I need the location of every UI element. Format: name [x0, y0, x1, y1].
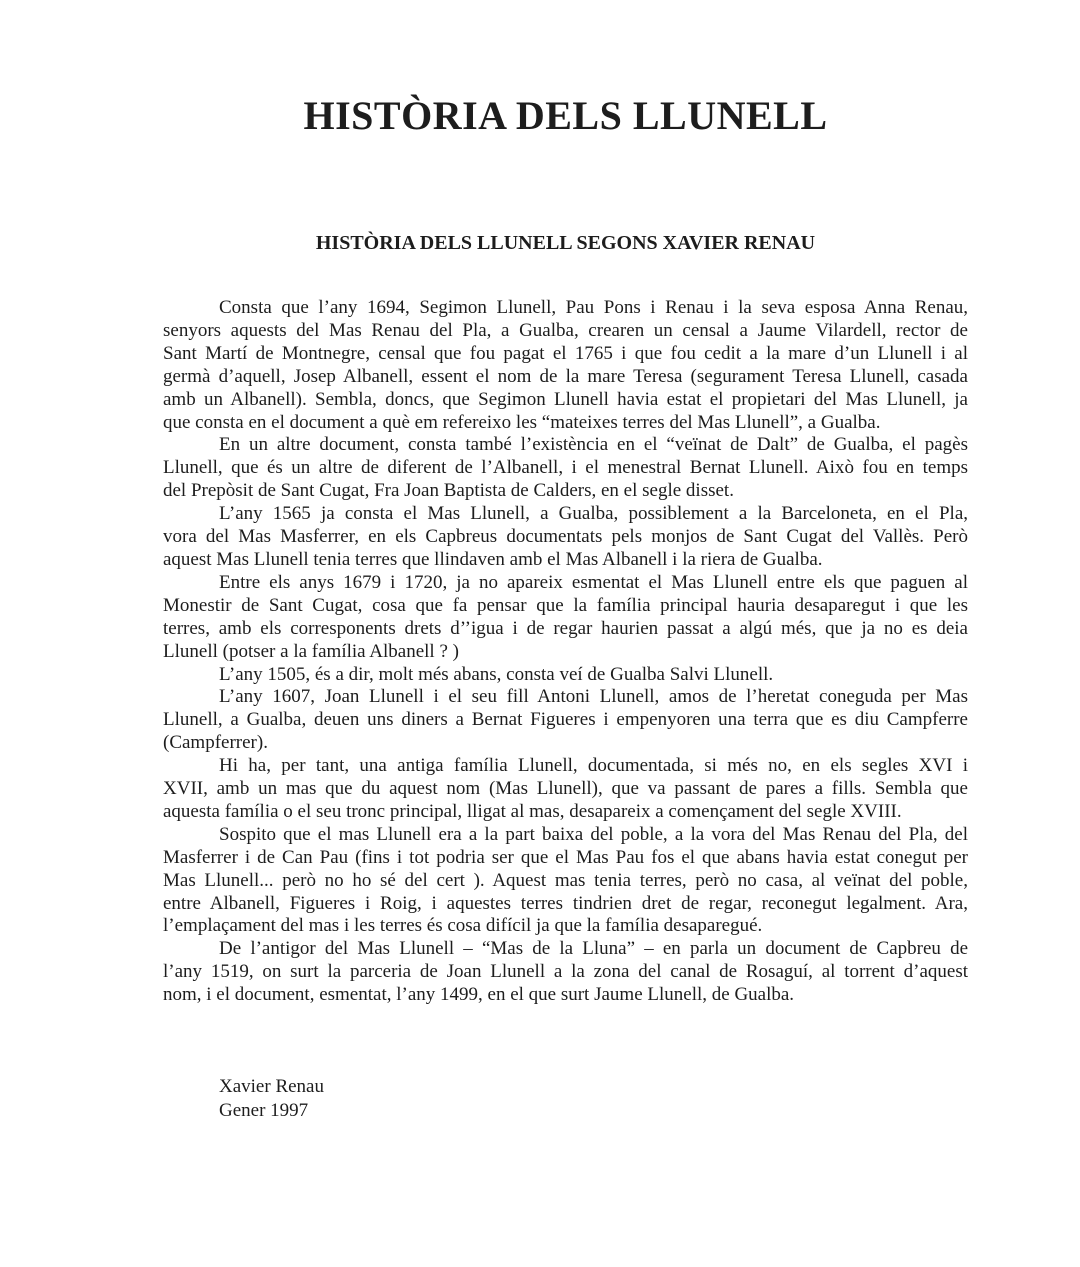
paragraph-line: De l’antigor del Mas Llunell – “Mas de la Lluna” – en parla un document de Capbreu de	[219, 938, 968, 960]
paragraph-line: L’any 1607, Joan Llunell i el seu fill Antoni Llunell, amos de l’heretat coneguda per Mas	[219, 686, 968, 708]
paragraph-line: entre Albanell, Figueres i Roig, i aquestes terres tindrien dret de regar, reconegut legalment. Ara,	[163, 892, 968, 914]
paragraph-line: terres, amb els corresponents drets d’’igua i de regar haurien passat a algú més, que ja no es deia	[163, 617, 968, 639]
paragraph-line: senyors aquests del Mas Renau del Pla, a Gualba, crearen un censal a Jaume Vilardell, rector de	[163, 319, 968, 341]
document-page	[0, 93, 1080, 1267]
paragraph-line: que consta en el document a què em refereixo les “mateixes terres del Mas Llunell”, a Gualba.	[163, 411, 881, 433]
paragraph	[163, 755, 968, 824]
paragraph-line: aquesta família o el seu tronc principal, lligat al mas, desapareix a començament del segle XVIII.	[163, 800, 902, 822]
paragraph-line: aquest Mas Llunell tenia terres que llindaven amb el Mas Albanell i la riera de Gualba.	[163, 548, 823, 570]
paragraph	[163, 664, 968, 687]
paragraph-line: l’emplaçament del mas i les terres és cosa difícil ja que la família desaparegué.	[163, 915, 763, 937]
paragraph-line: L’any 1505, és a dir, molt més abans, consta veí de Gualba Salvi Llunell.	[219, 663, 774, 685]
document-content	[163, 93, 968, 1122]
paragraph-line: (Campferrer).	[163, 732, 268, 754]
paragraph-line: XVII, amb un mas que du aquest nom (Mas Llunell), que va passant de pares a fills. Sembla que	[163, 778, 968, 800]
body-paragraphs	[163, 297, 968, 1007]
paragraph-line: Monestir de Sant Cugat, cosa que fa pensar que la família principal hauria desaparegut i que les	[163, 594, 968, 616]
paragraph	[163, 938, 968, 1007]
paragraph-line: Masferrer i de Can Pau (fins i tot podria ser que el Mas Pau fos el que abans havia estat conegut per	[163, 846, 968, 868]
paragraph	[163, 824, 968, 939]
document-subtitle: HISTÒRIA DELS LLUNELL SEGONS XAVIER RENAU	[315, 232, 816, 254]
signature-date: Gener 1997	[219, 1099, 309, 1121]
paragraph-line: Entre els anys 1679 i 1720, ja no apareix esmentat el Mas Llunell entre els que paguen al	[219, 571, 968, 593]
paragraph-line: Sant Martí de Montnegre, censal que fou pagat el 1765 i que fou cedit a la mare d’un Llunell i al	[163, 342, 968, 364]
paragraph	[163, 503, 968, 572]
paragraph	[163, 572, 968, 664]
document-title: HISTÒRIA DELS LLUNELL	[303, 93, 828, 138]
paragraph-line: nom, i el document, esmentat, l’any 1499, en el que surt Jaume Llunell, de Gualba.	[163, 984, 795, 1006]
paragraph	[163, 686, 968, 755]
paragraph-line: amb un Albanell). Sembla, doncs, que Segimon Llunell havia estat el propietari del Mas Llunell, ja	[163, 388, 968, 410]
paragraph-line: Llunell (potser a la família Albanell ? )	[163, 640, 459, 662]
paragraph-line: Hi ha, per tant, una antiga família Llunell, documentada, si més no, en els segles XVI i	[219, 755, 968, 777]
signature-block	[163, 1075, 968, 1122]
paragraph-line: Consta que l’any 1694, Segimon Llunell, Pau Pons i Renau i la seva esposa Anna Renau,	[219, 297, 968, 318]
paragraph-line: l’any 1519, on surt la parceria de Joan Llunell a la zona del canal de Rosaguí, al torrent d’aquest	[163, 961, 968, 983]
paragraph-line: Sospito que el mas Llunell era a la part baixa del poble, a la vora del Mas Renau del Pla, del	[219, 823, 968, 845]
paragraph-line: Mas Llunell... però no ho sé del cert ). Aquest mas tenia terres, però no casa, al veïnat del poble,	[163, 869, 968, 891]
paragraph-line: Llunell, a Gualba, deuen uns diners a Bernat Figueres i empenyoren una terra que es diu Campferre	[163, 709, 968, 731]
paragraph-line: vora del Mas Masferrer, en els Capbreus documentats pels monjos de Sant Cugat del Vallès. Però	[163, 526, 968, 548]
paragraph	[163, 434, 968, 503]
paragraph	[163, 297, 968, 434]
signature-name: Xavier Renau	[219, 1076, 324, 1098]
paragraph-line: L’any 1565 ja consta el Mas Llunell, a Gualba, possiblement a la Barceloneta, en el Pla,	[219, 503, 968, 525]
paragraph-line: germà d’aquell, Josep Albanell, essent el nom de la mare Teresa (segurament Teresa Llunell, casada	[163, 365, 968, 387]
paragraph-line: En un altre document, consta també l’existència en el “veïnat de Dalt” de Gualba, el pagès	[219, 434, 968, 456]
paragraph-line: del Prepòsit de Sant Cugat, Fra Joan Baptista de Calders, en el segle disset.	[163, 480, 734, 502]
paragraph-line: Llunell, que és un altre de diferent de l’Albanell, i el menestral Bernat Llunell. Això fou en temps	[163, 457, 968, 479]
